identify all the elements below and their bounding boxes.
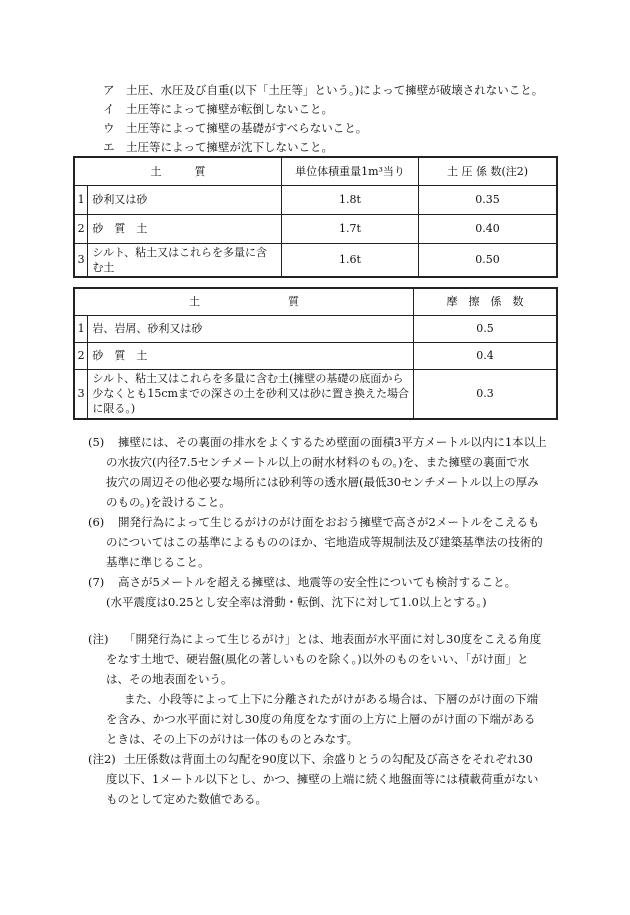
table-row — [74, 315, 557, 342]
row-number: 1 — [74, 315, 88, 342]
table-row — [74, 342, 557, 369]
condition-text: 土圧等によって擁壁の基礎がすべらないこと。 — [126, 121, 368, 135]
item-mark: (6) — [88, 515, 105, 529]
note-line: ときは、その上下のがけは一体のものとみなす。 — [106, 732, 359, 746]
item-line: 高さが5メートルを超える擁壁は、地震等の安全性についても検討すること。 — [118, 575, 517, 589]
table-header-friction: 摩 擦 係 数 — [414, 288, 558, 315]
table-row — [74, 243, 557, 277]
item-mark: (7) — [88, 575, 105, 589]
condition-mark: イ — [103, 102, 115, 116]
item-line: の水抜穴(内径7.5センチメートル以上の耐水材料のもの。)を、また擁壁の裏面で水 — [106, 455, 530, 469]
item-line: のについてはこの基準によるもののほか、宅地造成等規制法及び建築基準法の技術的 — [106, 535, 543, 549]
item-line: 擁壁には、その裏面の排水をよくするため壁面の面積3平方メートル以内に1本以上 — [118, 435, 547, 449]
note-line: 「開発行為によって生じるがけ」とは、地表面が水平面に対し30度をこえる角度 — [124, 632, 542, 646]
soil-cell: 砂 質 土 — [88, 342, 414, 369]
friction-cell: 0.4 — [414, 342, 558, 369]
row-number: 1 — [74, 185, 88, 214]
row-number: 2 — [74, 214, 88, 243]
friction-cell: 0.5 — [414, 315, 558, 342]
item-line: (水平震度は0.25とし安全率は滑動・転倒、沈下に対して1.0以上とする。) — [106, 595, 487, 609]
row-number: 3 — [74, 243, 88, 277]
coefficient-cell: 0.35 — [419, 185, 558, 214]
note-line: を含み、かつ水平面に対し30度の角度をなす面の上方に上層のがけ面の下端がある — [106, 712, 536, 726]
friction-cell: 0.3 — [414, 369, 558, 419]
condition-text: 土圧、水圧及び自重(以下「土圧等」という。)によって擁壁が破壊されないこと。 — [126, 83, 544, 97]
friction-coefficient-table — [73, 287, 558, 420]
note-line: 度以下、1メートル以下とし、かつ、擁壁の上端に続く地盤面等には積載荷重がない — [106, 772, 539, 786]
soil-cell: 砂 質 土 — [88, 214, 282, 243]
note-line: 土圧係数は背面土の勾配を90度以下、余盛りとうの勾配及び高さをそれぞれ30 — [124, 752, 533, 766]
table-row — [74, 214, 557, 243]
coefficient-cell: 0.50 — [419, 243, 558, 277]
condition-mark: エ — [103, 140, 115, 154]
condition-text: 土圧等によって擁壁が沈下しないこと。 — [126, 140, 333, 154]
earth-pressure-table — [73, 156, 558, 278]
item-line: のもの。)を設けること。 — [106, 495, 231, 509]
note-mark: (注2) — [88, 752, 116, 766]
item-line: 基準に準じること。 — [106, 555, 210, 569]
item-line: 開発行為によって生じるがけのがけ面をおおう擁壁で高さが2メートルをこえるも — [118, 515, 540, 529]
note-line: ものとして定めた数値である。 — [106, 792, 267, 806]
soil-cell: 岩、岩屑、砂利又は砂 — [88, 315, 414, 342]
table-header-soil: 土 質 — [74, 157, 282, 185]
soil-cell: シルト、粘土又はこれらを多量に含む土(擁壁の基礎の底面から少なくとも15cmまでの深さの土を砂利又は砂に置き換えた場合に限る。) — [88, 369, 414, 419]
table-row — [74, 369, 557, 419]
coefficient-cell: 0.40 — [419, 214, 558, 243]
note-line: は、その地表面をいう。 — [106, 672, 233, 686]
soil-cell: 砂利又は砂 — [88, 185, 282, 214]
row-number: 2 — [74, 342, 88, 369]
table-row — [74, 185, 557, 214]
item-line: 抜穴の周辺その他必要な場所には砂利等の透水層(最低30センチメートル以上の厚み — [106, 475, 539, 489]
weight-cell: 1.8t — [282, 185, 419, 214]
condition-text: 土圧等によって擁壁が転倒しないこと。 — [126, 102, 333, 116]
table-header-coefficient: 土 圧 係 数(注2) — [419, 157, 558, 185]
table-header-weight: 単位体積重量1m³当り — [282, 157, 419, 185]
condition-mark: ア — [103, 83, 115, 97]
note-line: をなす土地で、硬岩盤(風化の著しいものを除く。)以外のものをいい、「がけ面」と — [106, 652, 529, 666]
weight-cell: 1.6t — [282, 243, 419, 277]
row-number: 3 — [74, 369, 88, 419]
condition-mark: ウ — [103, 121, 115, 135]
table-header-soil: 土 質 — [74, 288, 414, 315]
weight-cell: 1.7t — [282, 214, 419, 243]
note-line: また、小段等によって上下に分離されたがけがある場合は、下層のがけ面の下端 — [124, 692, 538, 706]
item-mark: (5) — [88, 435, 105, 449]
soil-cell: シルト、粘土又はこれらを多量に含む土 — [88, 243, 282, 277]
note-mark: (注) — [88, 632, 109, 646]
